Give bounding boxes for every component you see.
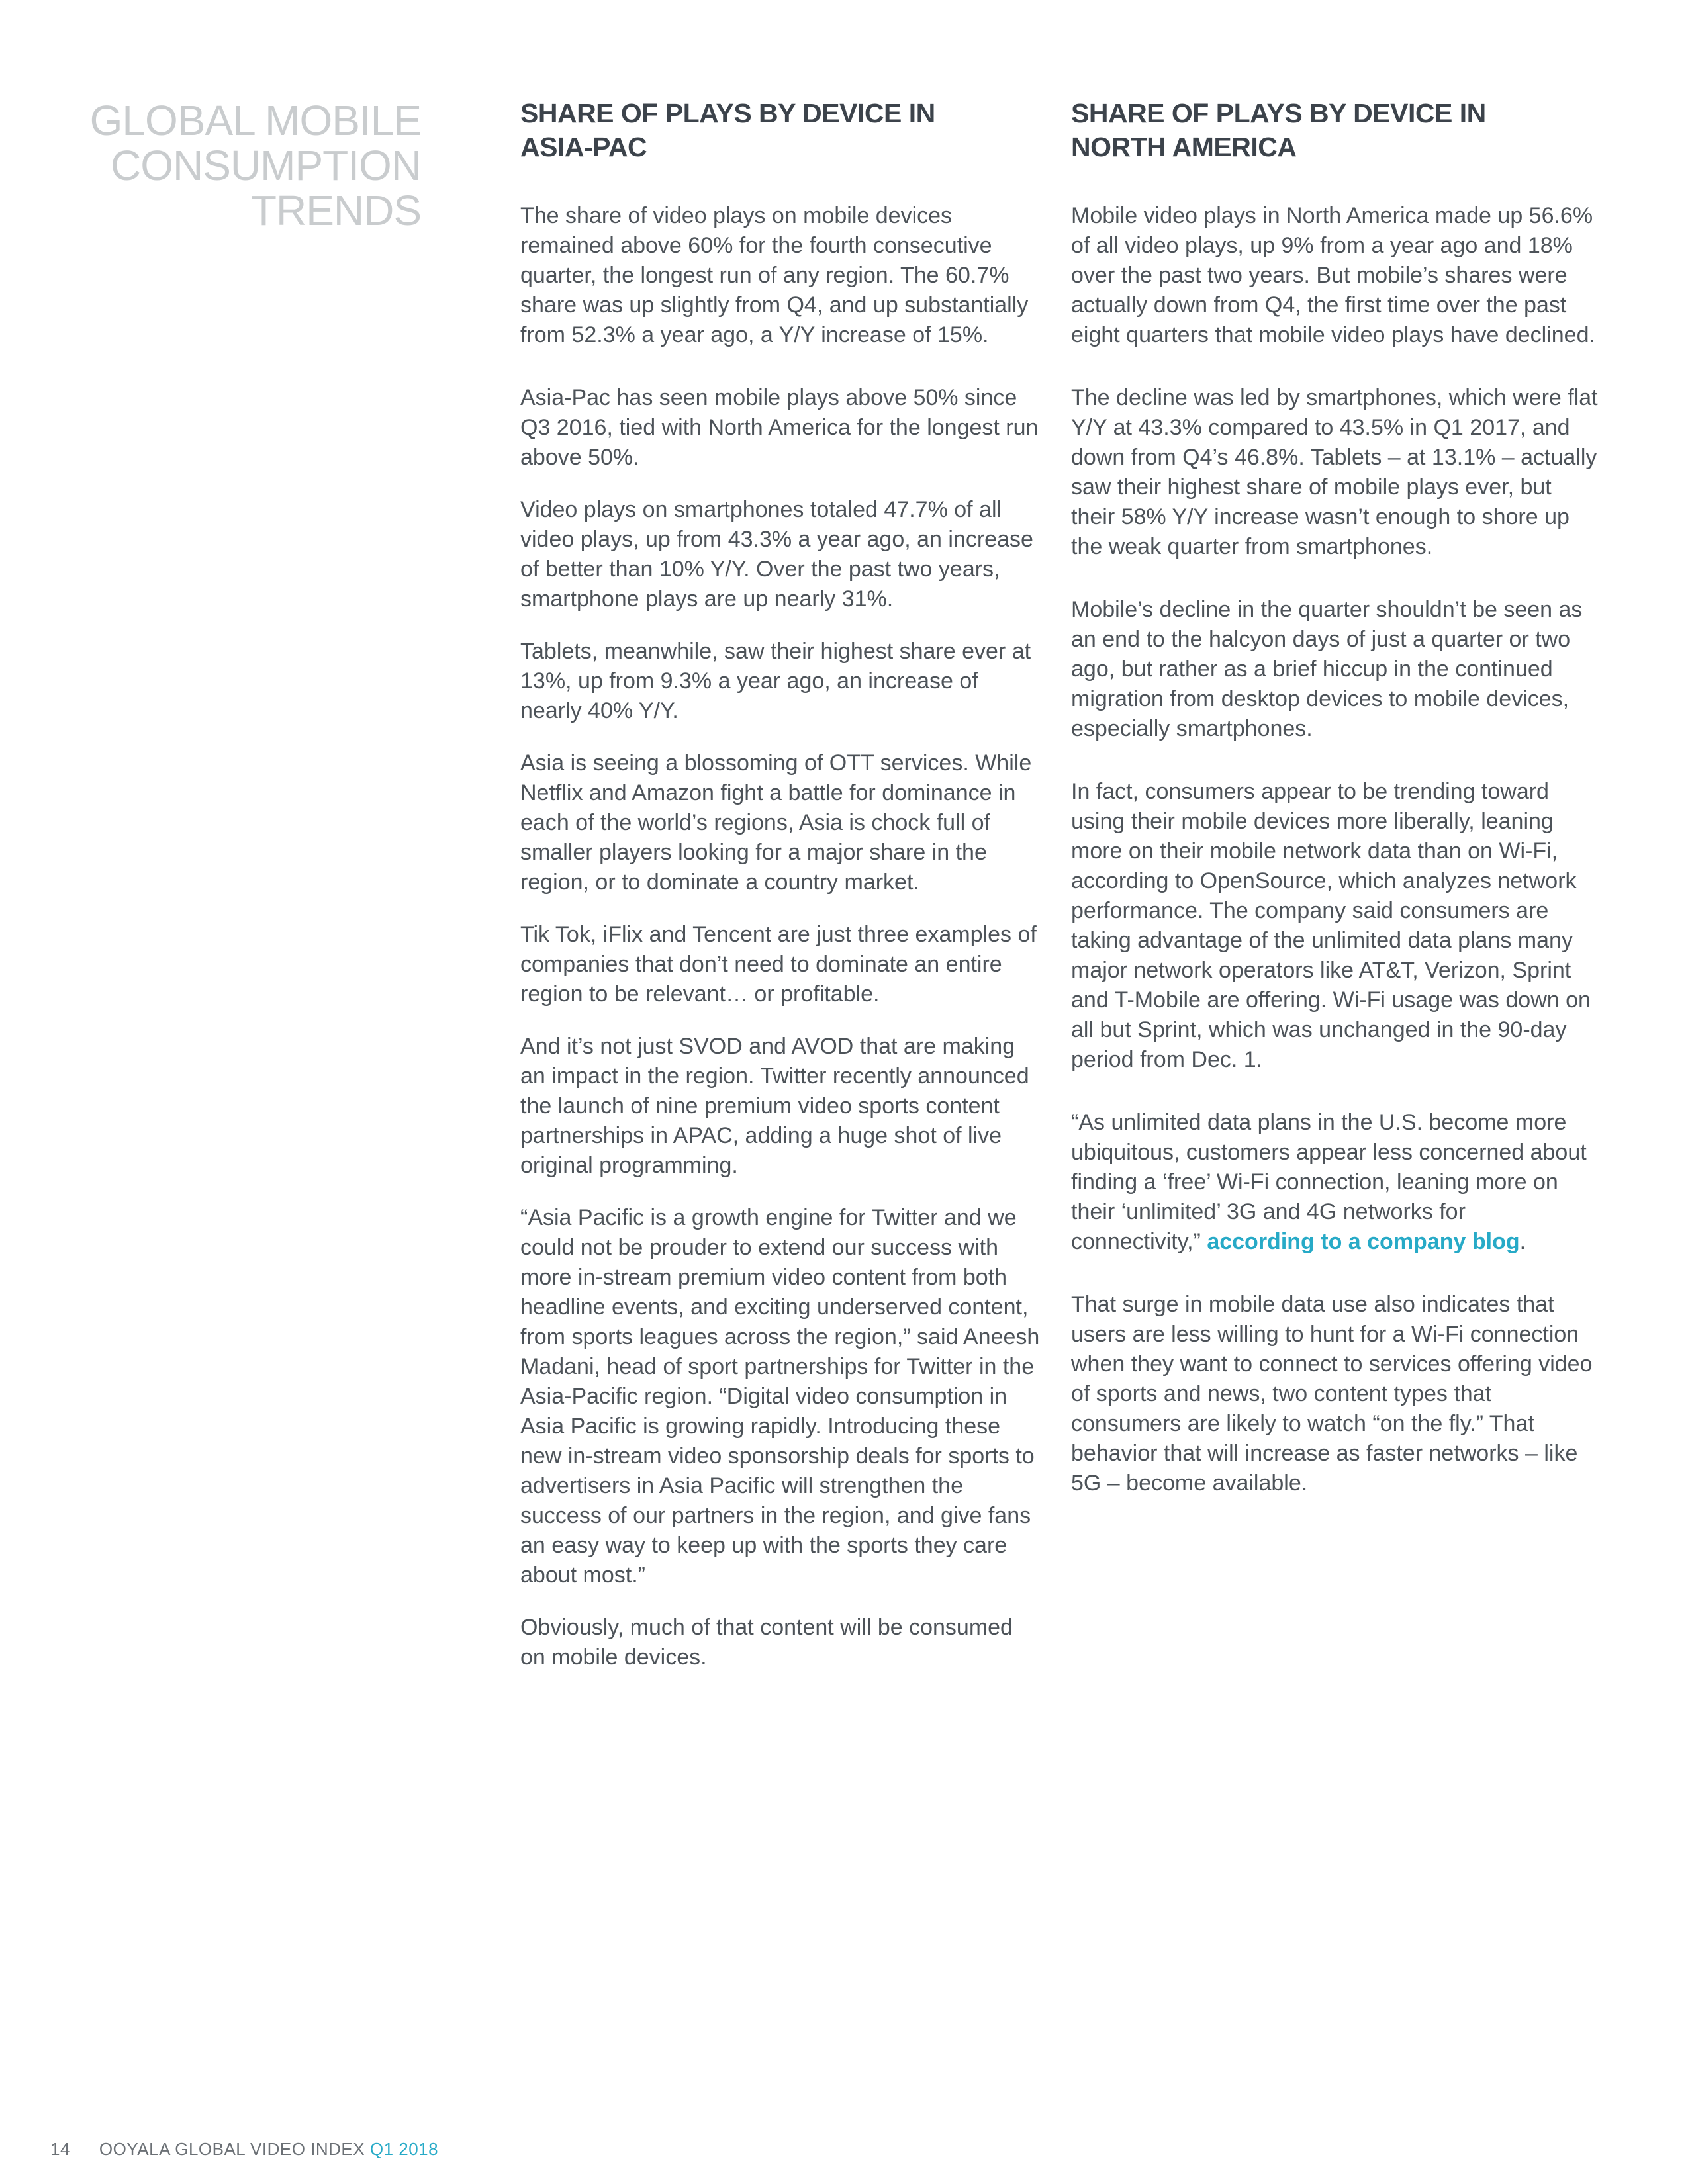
asia-pac-paragraph: Asia-Pac has seen mobile plays above 50% since Q3 2016, tied with North America for the longest run above 50%. [520, 385, 1039, 470]
north-america-paragraph: Mobile video plays in North America made up 56.6% of all video plays, up 9% from a year ago and 18% over the past two years. But mobile’s shares were actually down from Q4, the first time over the past eight quarters that mobile video plays have declined. [1071, 203, 1595, 347]
section-title-line-2: CONSUMPTION [111, 142, 421, 189]
north-america-heading-line-1: SHARE OF PLAYS BY DEVICE IN [1071, 98, 1486, 128]
publication-name: OOYALA GLOBAL VIDEO INDEX [99, 2139, 365, 2159]
asia-pac-paragraph: Asia is seeing a blossoming of OTT services. While Netflix and Amazon fight a battle for dominance in each of the world’s regions, Asia is chock full of smaller players looking for a major share in the region, or to dominate a country market. [520, 751, 1032, 895]
asia-pac-paragraph: And it’s not just SVOD and AVOD that are making an impact in the region. Twitter recently announced the launch of nine premium video sports content partnerships in APAC, adding a huge shot of live original programming. [520, 1034, 1029, 1178]
company-blog-link[interactable]: according to a company blog [1207, 1229, 1520, 1254]
north-america-quote-text: “As unlimited data plans in the U.S. become more ubiquitous, customers appear less concerned about finding a ‘free’ Wi-Fi connection, leaning more on their ‘unlimited’ 3G and 4G networks for connectivity,” [1071, 1110, 1587, 1254]
section-title-line-1: GLOBAL MOBILE [89, 97, 421, 144]
asia-pac-paragraph: Tablets, meanwhile, saw their highest share ever at 13%, up from 9.3% a year ago, an increase of nearly 40% Y/Y. [520, 639, 1031, 723]
north-america-paragraph: Mobile’s decline in the quarter shouldn’t be seen as an end to the halcyon days of just a quarter or two ago, but rather as a brief hiccup in the continued migration from desktop devices to mobile devices, especially smartphones. [1071, 597, 1583, 741]
asia-pac-heading-line-1: SHARE OF PLAYS BY DEVICE IN [520, 98, 935, 128]
north-america-column [1071, 97, 1601, 1521]
north-america-paragraph: The decline was led by smartphones, which were flat Y/Y at 43.3% compared to 43.5% in Q1 2017, and down from Q4’s 46.8%. Tablets – at 13.1% – actually saw their highest share of mobile plays ever, but their 58% Y/Y increase wasn’t enough to shore up the weak quarter from smartphones. [1071, 385, 1598, 559]
north-america-quote-end: . [1519, 1229, 1526, 1254]
asia-pac-paragraph: The share of video plays on mobile devices remained above 60% for the fourth consecutive quarter, the longest run of any region. The 60.7% share was up slightly from Q4, and up substantially from 52.3% a year ago, a Y/Y increase of 15%. [520, 203, 1029, 347]
asia-pac-heading-line-2: ASIA-PAC [520, 132, 647, 162]
section-title [66, 98, 421, 233]
north-america-heading-line-2: NORTH AMERICA [1071, 132, 1297, 162]
page-footer [50, 2139, 438, 2159]
asia-pac-column [520, 97, 1043, 1695]
asia-pac-quote-paragraph: “Asia Pacific is a growth engine for Twitter and we could not be prouder to extend our success with more in-stream premium video content from both headline events, and exciting underserved content, from sports leagues across the region,” said Aneesh Madani, head of sport partnerships for Twitter in the Asia-Pacific region. “Digital video consumption in Asia Pacific is growing rapidly. Introducing these new in-stream video sponsorship deals for sports to advertisers in Asia Pacific will strengthen the success of our partners in the region, and give fans an easy way to keep up with the sports they care about most.” [520, 1205, 1040, 1588]
north-america-paragraph: That surge in mobile data use also indicates that users are less willing to hunt for a Wi-Fi connection when they want to connect to services offering video of sports and news, two content types that consumers are likely to watch “on the fly.” That behavior that will increase as faster networks – like 5G – become available. [1071, 1292, 1593, 1496]
asia-pac-paragraph: Video plays on smartphones totaled 47.7% of all video plays, up from 43.3% a year ago, an increase of better than 10% Y/Y. Over the past two years, smartphone plays are up nearly 31%. [520, 497, 1033, 612]
north-america-paragraph: In fact, consumers appear to be trending toward using their mobile devices more liberally, leaning more on their mobile network data than on Wi-Fi, according to OpenSource, which analyzes network performance. The company said consumers are taking advantage of the unlimited data plans many major network operators like AT&T, Verizon, Sprint and T-Mobile are offering. Wi-Fi usage was down on all but Sprint, which was unchanged in the 90-day period from Dec. 1. [1071, 779, 1591, 1072]
publication-quarter: Q1 2018 [369, 2139, 439, 2159]
north-america-heading [1071, 97, 1601, 164]
section-title-line-3: TRENDS [250, 187, 421, 234]
asia-pac-paragraph: Tik Tok, iFlix and Tencent are just three examples of companies that don’t need to dominate an entire region to be relevant… or profitable. [520, 922, 1037, 1007]
north-america-quote-paragraph [1071, 1108, 1601, 1257]
asia-pac-heading [520, 97, 1043, 164]
page-number: 14 [50, 2139, 70, 2159]
asia-pac-paragraph: Obviously, much of that content will be consumed on mobile devices. [520, 1615, 1013, 1670]
